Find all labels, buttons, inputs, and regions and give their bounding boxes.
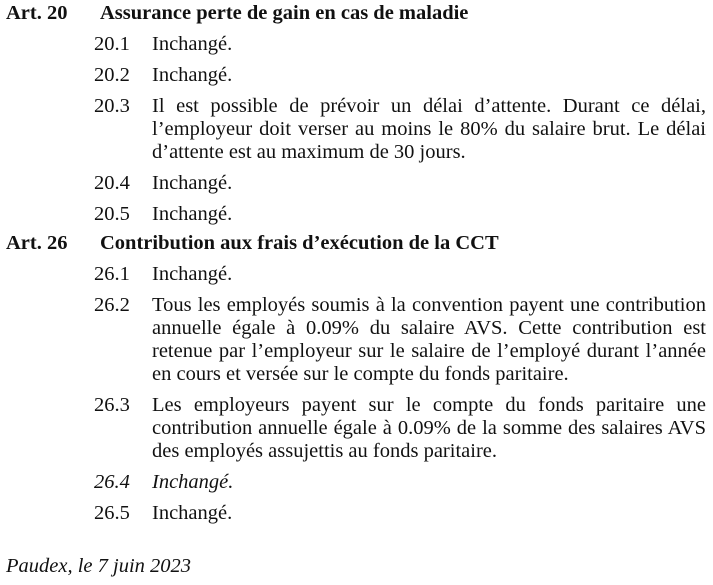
article-20 bbox=[0, 2, 713, 226]
item-number: 20.1 bbox=[94, 33, 130, 55]
list-item bbox=[0, 294, 713, 386]
item-number: 26.2 bbox=[94, 294, 130, 316]
article-heading bbox=[0, 2, 713, 25]
article-items bbox=[0, 263, 713, 525]
item-number: 20.2 bbox=[94, 64, 130, 86]
signature-line: Paudex, le 7 juin 2023 bbox=[6, 555, 192, 577]
item-text: Inchangé. bbox=[152, 502, 233, 524]
item-number: 26.1 bbox=[94, 263, 130, 285]
article-title: Contribution aux frais d’exécution de la CCT bbox=[100, 232, 499, 254]
item-text: Les employeurs payent sur le compte du fonds paritaire une contribution annuelle égale à 0.09% de la somme des salaires AVS des employés assujettis au fonds paritaire. bbox=[152, 394, 706, 462]
item-text: Inchangé. bbox=[152, 263, 233, 285]
article-number: Art. 26 bbox=[6, 232, 68, 254]
item-number: 26.3 bbox=[94, 394, 130, 416]
item-text: Inchangé. bbox=[152, 172, 233, 194]
article-heading bbox=[0, 232, 713, 255]
item-text: Inchangé. bbox=[152, 471, 234, 493]
item-number: 20.5 bbox=[94, 203, 130, 225]
list-item bbox=[0, 64, 713, 87]
list-item bbox=[0, 502, 713, 525]
item-text: Inchangé. bbox=[152, 203, 233, 225]
article-title: Assurance perte de gain en cas de maladie bbox=[100, 2, 469, 24]
list-item bbox=[0, 471, 713, 494]
item-number: 26.4 bbox=[94, 471, 130, 493]
list-item bbox=[0, 172, 713, 195]
article-number: Art. 20 bbox=[6, 2, 68, 24]
item-number: 20.4 bbox=[94, 172, 130, 194]
item-text: Il est possible de prévoir un délai d’attente. Durant ce délai, l’employeur doit verser au moins le 80% du salaire brut. Le délai d’attente est au maximum de 30 jours. bbox=[152, 95, 706, 163]
item-text: Inchangé. bbox=[152, 33, 233, 55]
article-26 bbox=[0, 232, 713, 525]
item-text: Tous les employés soumis à la convention payent une contribution annuelle égale à 0.09% du salaire AVS. Cette contribution est retenue par l’employeur sur le salaire de l’employé durant l’année en cours et versée sur le compte du fonds paritaire. bbox=[152, 294, 706, 385]
list-item bbox=[0, 263, 713, 286]
list-item bbox=[0, 33, 713, 56]
item-number: 20.3 bbox=[94, 95, 130, 117]
item-number: 26.5 bbox=[94, 502, 130, 524]
list-item bbox=[0, 95, 713, 164]
article-items bbox=[0, 33, 713, 226]
item-text: Inchangé. bbox=[152, 64, 233, 86]
list-item bbox=[0, 394, 713, 463]
list-item bbox=[0, 203, 713, 226]
